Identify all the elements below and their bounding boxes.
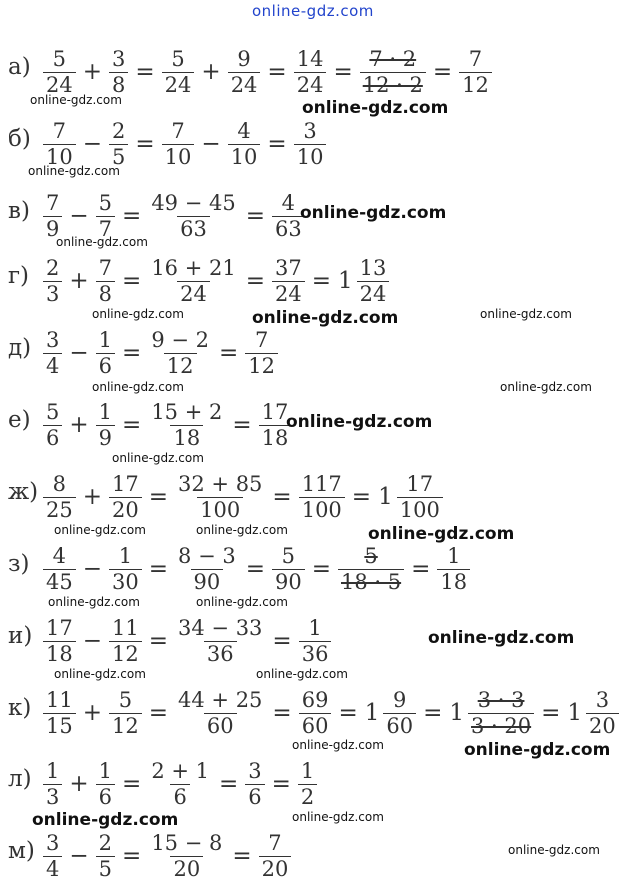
watermark: online-gdz.com [92, 380, 184, 394]
operator: + [69, 268, 89, 294]
numerator: 1 [447, 544, 461, 569]
denominator: 90 [274, 569, 302, 594]
operator: = [122, 203, 142, 229]
operator: = [272, 484, 292, 510]
problem-label: и) [8, 623, 33, 649]
denominator: 60 [386, 713, 414, 738]
operator: = [148, 700, 169, 726]
numerator: 16 + 21 [151, 256, 236, 281]
numerator: 8 − 3 [178, 544, 236, 569]
numerator: 4 [237, 119, 251, 144]
numerator: 14 [296, 47, 324, 72]
numerator: 1 [98, 328, 113, 353]
denominator: 20 [261, 856, 289, 881]
fraction [298, 759, 317, 808]
denominator: 20 [173, 856, 201, 881]
denominator: 18 · 5 [341, 569, 402, 594]
denominator: 18 [173, 425, 201, 450]
numerator: 7 [171, 119, 185, 144]
watermark: online-gdz.com [292, 810, 384, 824]
operator: = [267, 59, 287, 85]
denominator: 20 [112, 497, 139, 522]
denominator: 63 [274, 216, 302, 241]
problem-label: ж) [8, 479, 39, 505]
numerator: 17 [406, 472, 434, 497]
operator: = [122, 268, 142, 294]
numerator: 7 [468, 47, 483, 72]
numerator: 17 [46, 616, 73, 641]
denominator: 60 [206, 713, 234, 738]
numerator: 7 [46, 191, 60, 216]
numerator: 69 [301, 688, 329, 713]
fraction [43, 400, 62, 449]
fraction [148, 831, 225, 880]
denominator: 6 [98, 784, 113, 809]
watermark: online-gdz.com [252, 308, 399, 328]
operator: = [338, 700, 358, 726]
problem-label: к) [8, 695, 32, 721]
numerator: 17 [112, 472, 139, 497]
denominator: 8 [98, 281, 113, 306]
watermark: online-gdz.com [92, 307, 184, 321]
fraction [245, 759, 264, 808]
denominator: 6 [98, 353, 113, 378]
denominator: 12 [462, 72, 489, 97]
denominator: 100 [399, 497, 440, 522]
numerator: 2 [112, 119, 126, 144]
expression [40, 393, 294, 457]
operator: = [148, 628, 169, 654]
whole-part: 1 [567, 700, 583, 726]
operator: + [82, 484, 103, 510]
fraction [294, 47, 327, 96]
denominator: 2 [300, 784, 315, 809]
fraction [360, 47, 426, 96]
numerator: 5 [98, 191, 113, 216]
numerator: 3 [46, 328, 60, 353]
denominator: 90 [193, 569, 221, 594]
numerator: 9 − 2 [151, 328, 209, 353]
fraction [43, 472, 76, 521]
numerator: 4 [52, 544, 67, 569]
numerator: 5 [171, 47, 185, 72]
numerator: 13 [359, 256, 387, 281]
expression [40, 609, 334, 673]
operator: = [122, 771, 142, 797]
fraction [148, 400, 225, 449]
operator: = [541, 700, 561, 726]
operator: = [311, 556, 331, 582]
fraction [148, 759, 212, 808]
expression [40, 465, 446, 529]
denominator: 4 [46, 353, 60, 378]
whole-part: 1 [338, 268, 353, 294]
numerator: 3 [112, 47, 126, 72]
expression [40, 321, 281, 385]
numerator: 5 [364, 544, 378, 569]
watermark: online-gdz.com [32, 810, 179, 830]
operator: = [423, 700, 443, 726]
denominator: 3 · 20 [471, 713, 532, 738]
numerator: 9 [237, 47, 251, 72]
numerator: 7 [52, 119, 67, 144]
fraction [96, 191, 115, 240]
fraction [299, 688, 332, 737]
fraction [43, 256, 62, 305]
numerator: 2 + 1 [151, 759, 209, 784]
whole-part: 1 [449, 700, 465, 726]
watermark: online-gdz.com [256, 667, 348, 681]
numerator: 2 [98, 831, 113, 856]
operator: = [122, 412, 142, 438]
denominator: 10 [46, 144, 73, 169]
operator: + [201, 59, 221, 85]
denominator: 3 [46, 281, 60, 306]
denominator: 12 · 2 [362, 72, 423, 97]
denominator: 24 [296, 72, 324, 97]
operator: = [351, 484, 372, 510]
numerator: 7 [254, 328, 269, 353]
operator: = [411, 556, 431, 582]
denominator: 9 [98, 425, 113, 450]
watermark: online-gdz.com [286, 412, 433, 432]
operator: = [245, 203, 265, 229]
denominator: 9 [46, 216, 60, 241]
operator: = [232, 843, 252, 869]
fraction [43, 831, 62, 880]
operator: = [148, 556, 169, 582]
whole-part: 1 [378, 484, 393, 510]
fraction [43, 759, 62, 808]
fraction [96, 328, 115, 377]
denominator: 36 [301, 641, 329, 666]
denominator: 20 [589, 713, 616, 738]
numerator: 11 [112, 616, 139, 641]
fraction [357, 256, 390, 305]
numerator: 37 [274, 256, 302, 281]
watermark: online-gdz.com [464, 740, 611, 760]
operator: = [122, 340, 142, 366]
operator: = [272, 628, 292, 654]
denominator: 12 [166, 353, 194, 378]
numerator: 49 − 45 [151, 191, 236, 216]
operator: + [69, 412, 89, 438]
problem-label: з) [8, 551, 30, 577]
denominator: 10 [230, 144, 258, 169]
fraction [109, 119, 128, 168]
numerator: 15 + 2 [151, 400, 223, 425]
denominator: 24 [230, 72, 258, 97]
fraction [96, 759, 115, 808]
fraction [43, 544, 76, 593]
denominator: 18 [46, 641, 73, 666]
watermark: online-gdz.com [480, 307, 572, 321]
denominator: 36 [206, 641, 234, 666]
watermark: online-gdz.com [368, 524, 515, 544]
denominator: 18 [261, 425, 289, 450]
operator: = [245, 556, 265, 582]
numerator: 7 [268, 831, 282, 856]
numerator: 15 − 8 [151, 831, 223, 856]
denominator: 100 [301, 497, 342, 522]
watermark: online-gdz.com [196, 523, 288, 537]
numerator: 1 [46, 759, 60, 784]
fraction [397, 472, 443, 521]
operator: = [218, 340, 239, 366]
operator: − [82, 628, 103, 654]
numerator: 1 [118, 544, 133, 569]
fraction [259, 831, 292, 880]
fraction [175, 616, 265, 665]
watermark: online-gdz.com [30, 93, 122, 107]
fraction [245, 328, 278, 377]
denominator: 5 [112, 144, 126, 169]
denominator: 6 [46, 425, 60, 450]
denominator: 18 [440, 569, 468, 594]
problem-label: м) [8, 838, 35, 864]
problem-label: в) [8, 198, 30, 224]
numerator: 5 [52, 47, 67, 72]
numerator: 3 · 3 [477, 688, 525, 713]
numerator: 5 [118, 688, 133, 713]
fraction [43, 616, 76, 665]
fraction [175, 544, 239, 593]
watermark: online-gdz.com [196, 595, 288, 609]
fraction [43, 47, 76, 96]
fraction [162, 119, 195, 168]
watermark: online-gdz.com [508, 843, 600, 857]
fraction [148, 256, 238, 305]
operator: + [82, 700, 103, 726]
operator: = [232, 412, 252, 438]
watermark: online-gdz.com [500, 380, 592, 394]
fraction [162, 47, 195, 96]
fraction [272, 256, 305, 305]
fraction [338, 544, 404, 593]
numerator: 5 [281, 544, 296, 569]
fraction [96, 256, 115, 305]
denominator: 8 [112, 72, 126, 97]
fraction [299, 472, 345, 521]
watermark: online-gdz.com [56, 235, 148, 249]
denominator: 12 [112, 641, 139, 666]
problem-label: а) [8, 54, 31, 80]
operator: = [272, 700, 292, 726]
expression [40, 824, 294, 888]
expression [40, 249, 392, 313]
denominator: 60 [301, 713, 329, 738]
watermark: online-gdz.com [54, 667, 146, 681]
denominator: 6 [173, 784, 187, 809]
denominator: 24 [180, 281, 207, 306]
fraction [175, 472, 265, 521]
numerator: 7 · 2 [369, 47, 417, 72]
denominator: 24 [274, 281, 302, 306]
fraction [43, 191, 62, 240]
numerator: 3 [303, 119, 317, 144]
operator: = [218, 771, 239, 797]
denominator: 12 [248, 353, 275, 378]
problem-label: е) [8, 407, 31, 433]
watermark: online-gdz.com [292, 738, 384, 752]
expression [40, 752, 320, 816]
expression [40, 681, 622, 745]
fraction [109, 616, 142, 665]
watermark: online-gdz.com [302, 98, 449, 118]
fraction [109, 472, 142, 521]
numerator: 3 [248, 759, 262, 784]
fraction [109, 688, 142, 737]
numerator: 1 [308, 616, 322, 641]
watermark: online-gdz.com [300, 203, 447, 223]
denominator: 10 [296, 144, 324, 169]
fraction [459, 47, 492, 96]
numerator: 44 + 25 [178, 688, 263, 713]
numerator: 32 + 85 [178, 472, 263, 497]
operator: = [148, 484, 169, 510]
header-watermark: online-gdz.com [252, 2, 374, 20]
denominator: 24 [164, 72, 192, 97]
numerator: 1 [98, 759, 113, 784]
denominator: 6 [248, 784, 262, 809]
whole-part: 1 [364, 700, 380, 726]
denominator: 63 [180, 216, 207, 241]
fraction [383, 688, 416, 737]
numerator: 5 [46, 400, 60, 425]
fraction [468, 688, 534, 737]
denominator: 12 [112, 713, 139, 738]
operator: + [82, 59, 103, 85]
numerator: 117 [301, 472, 342, 497]
numerator: 1 [300, 759, 315, 784]
fraction [109, 47, 128, 96]
denominator: 45 [46, 569, 73, 594]
fraction [43, 119, 76, 168]
numerator: 1 [98, 400, 113, 425]
numerator: 7 [98, 256, 113, 281]
numerator: 11 [46, 688, 73, 713]
operator: − [69, 843, 89, 869]
operator: = [271, 771, 291, 797]
fraction [43, 688, 76, 737]
denominator: 15 [46, 713, 73, 738]
denominator: 24 [359, 281, 387, 306]
fraction [96, 831, 115, 880]
operator: − [69, 203, 89, 229]
operator: = [333, 59, 353, 85]
watermark: online-gdz.com [54, 523, 146, 537]
operator: − [69, 340, 89, 366]
problem-label: г) [8, 263, 30, 289]
denominator: 25 [46, 497, 73, 522]
fraction [272, 544, 305, 593]
denominator: 30 [112, 569, 139, 594]
denominator: 3 [46, 784, 60, 809]
fraction [228, 119, 261, 168]
operator: + [69, 771, 89, 797]
denominator: 10 [164, 144, 192, 169]
numerator: 2 [46, 256, 60, 281]
problem-label: б) [8, 126, 31, 152]
denominator: 5 [98, 856, 113, 881]
numerator: 34 − 33 [178, 616, 263, 641]
problem-label: д) [8, 335, 32, 361]
fraction [96, 400, 115, 449]
denominator: 4 [46, 856, 60, 881]
fraction [43, 328, 62, 377]
fraction [228, 47, 261, 96]
watermark: online-gdz.com [28, 164, 120, 178]
numerator: 3 [46, 831, 60, 856]
operator: = [135, 59, 155, 85]
operator: = [135, 131, 155, 157]
fraction [109, 544, 142, 593]
fraction [437, 544, 470, 593]
fraction [294, 119, 327, 168]
operator: = [245, 268, 265, 294]
operator: = [267, 131, 287, 157]
fraction [299, 616, 332, 665]
fraction [175, 688, 265, 737]
operator: = [311, 268, 331, 294]
numerator: 3 [595, 688, 610, 713]
fraction [148, 328, 212, 377]
operator: = [122, 843, 142, 869]
denominator: 100 [200, 497, 241, 522]
operator: − [82, 556, 103, 582]
denominator: 7 [98, 216, 113, 241]
operator: − [82, 131, 103, 157]
watermark: online-gdz.com [428, 628, 575, 648]
numerator: 8 [52, 472, 67, 497]
fraction [148, 191, 238, 240]
numerator: 17 [261, 400, 289, 425]
fraction [586, 688, 619, 737]
watermark: online-gdz.com [112, 451, 204, 465]
numerator: 4 [281, 191, 296, 216]
watermark: online-gdz.com [48, 595, 140, 609]
operator: = [432, 59, 453, 85]
numerator: 9 [393, 688, 407, 713]
operator: − [201, 131, 221, 157]
problem-label: л) [8, 766, 32, 792]
expression [40, 537, 473, 601]
denominator: 24 [46, 72, 73, 97]
